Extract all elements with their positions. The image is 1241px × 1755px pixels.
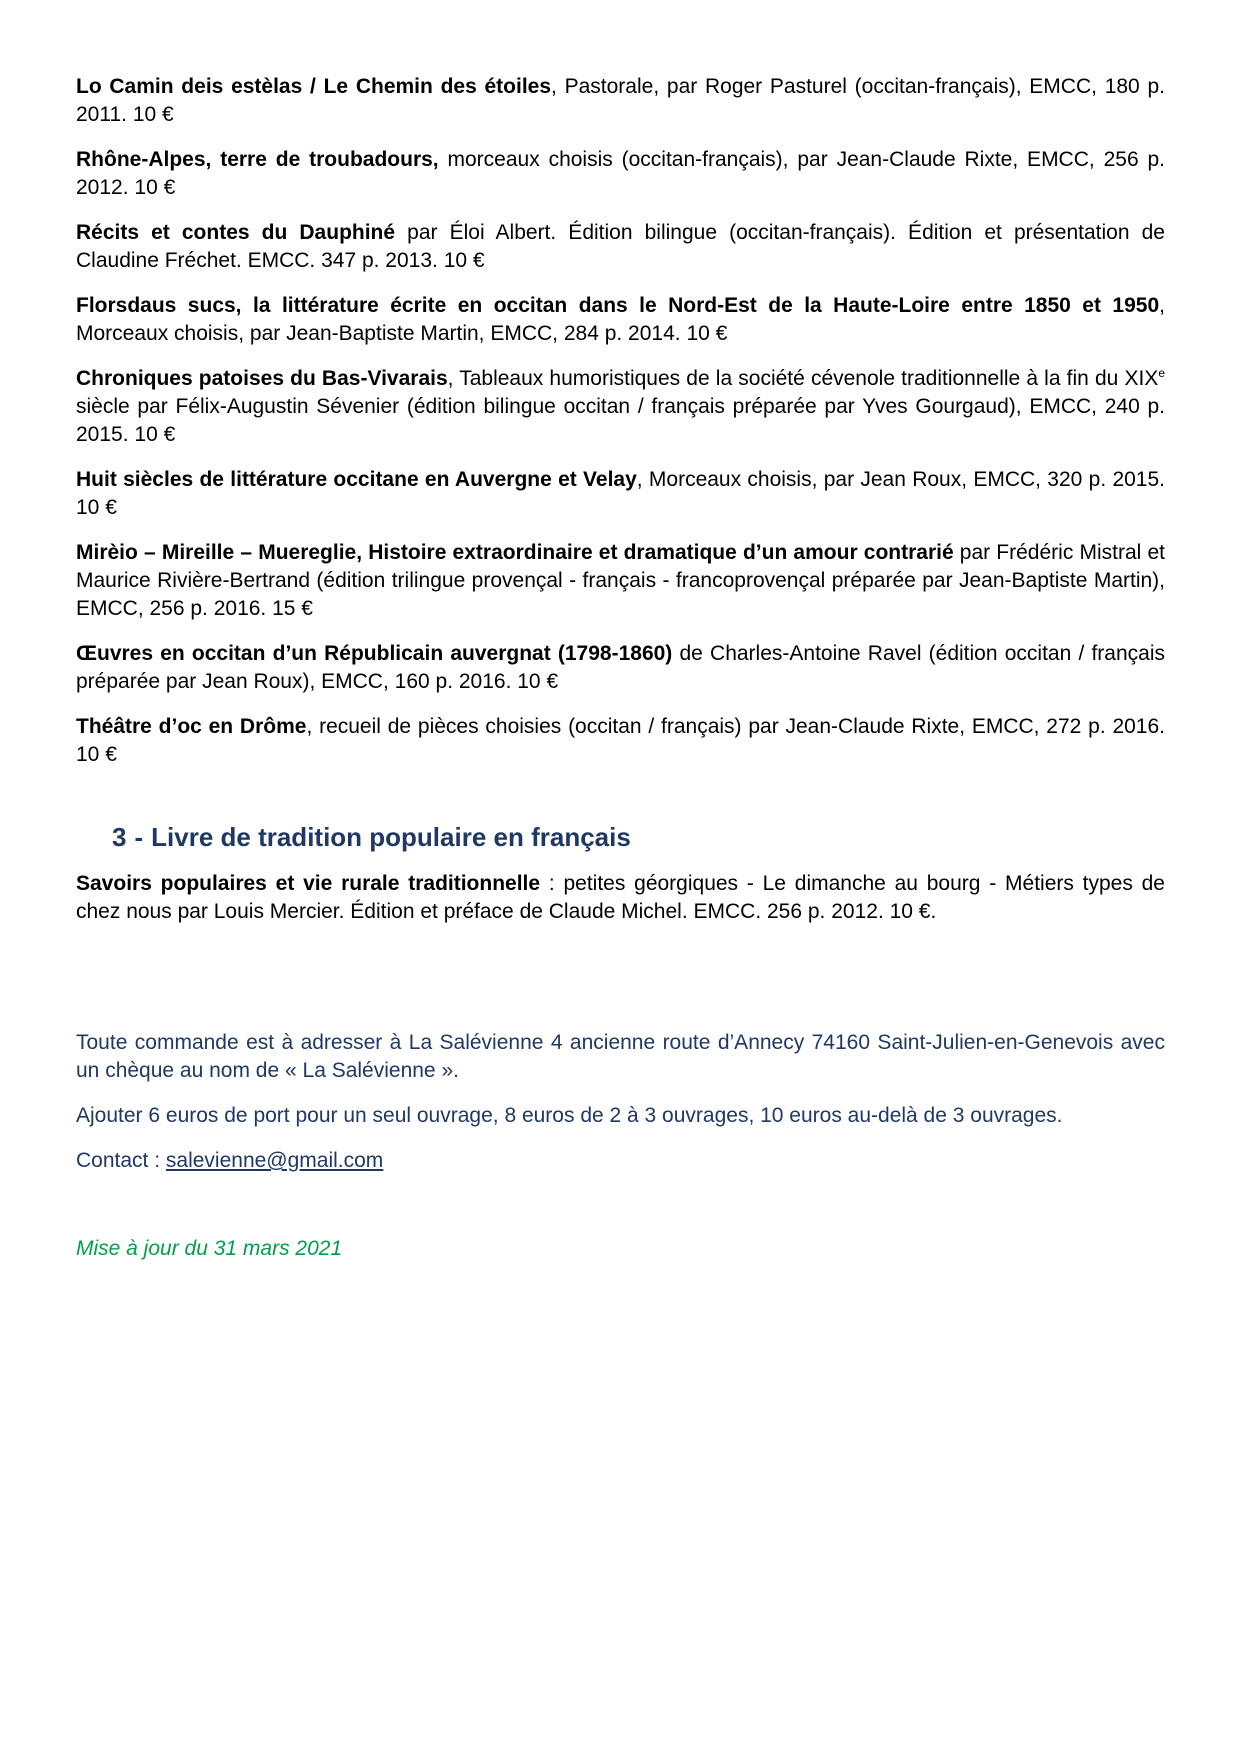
- book-entry: [76, 466, 1165, 522]
- book-title: Chroniques patoises du Bas-Vivarais: [76, 367, 448, 390]
- book-list: [76, 73, 1165, 769]
- book-entry: [76, 365, 1165, 449]
- book-details: , Pastorale, par Roger Pasturel (occitan-français), EMCC, 180 p. 2011. 10 €: [76, 75, 1165, 126]
- book-title: Huit siècles de littérature occitane en Auvergne et Velay: [76, 468, 637, 491]
- book-details: , recueil de pièces choisies (occitan / français) par Jean-Claude Rixte, EMCC, 272 p. 2016. 10 €: [76, 715, 1166, 766]
- book-title: Œuvres en occitan d’un Républicain auvergnat (1798-1860): [76, 642, 673, 665]
- book-details: , Tableaux humoristiques de la société cévenole traditionnelle à la fin du XIX: [447, 367, 1159, 390]
- section-title: Livre de tradition populaire en français: [151, 822, 631, 852]
- update-note: Mise à jour du 31 mars 2021: [76, 1237, 343, 1260]
- book-details-cont: siècle par Félix-Augustin Sévenier (édition bilingue occitan / français préparée par Yves Gourgaud), EMCC, 240 p. 2015. 10 €: [76, 395, 1165, 446]
- book-details: , Morceaux choisis, par Jean Roux, EMCC, 320 p. 2015. 10 €: [76, 468, 1165, 519]
- ordering-info: [76, 1029, 1165, 1175]
- section-heading: [112, 820, 1165, 854]
- book-entry: [76, 870, 1165, 926]
- book-entry: [76, 73, 1165, 129]
- book-title: Rhône-Alpes, terre de troubadours,: [76, 148, 439, 171]
- book-entry: [76, 292, 1165, 348]
- order-address: Toute commande est à adresser à La Salévienne 4 ancienne route d’Annecy 74160 Saint-Julien-en-Genevois avec un chèque au nom de « La Salévienne ».: [76, 1031, 1165, 1082]
- book-entry: [76, 219, 1165, 275]
- book-entry: [76, 713, 1165, 769]
- book-entry: [76, 146, 1165, 202]
- shipping-info: Ajouter 6 euros de port pour un seul ouvrage, 8 euros de 2 à 3 ouvrages, 10 euros au-delà de 3 ouvrages.: [76, 1104, 1063, 1127]
- book-details: , Morceaux choisis, par Jean-Baptiste Martin, EMCC, 284 p. 2014. 10 €: [76, 294, 1165, 345]
- book-title: Lo Camin deis estèlas / Le Chemin des étoiles: [76, 75, 552, 98]
- book-details: morceaux choisis (occitan-français), par Jean-Claude Rixte, EMCC, 256 p. 2012. 10 €: [76, 148, 1165, 199]
- book-title: Mirèio – Mireille – Muereglie, Histoire extraordinaire et dramatique d’un amour contrarié: [76, 541, 954, 564]
- book-details: par Éloi Albert. Édition bilingue (occitan-français). Édition et présentation de Claudine Fréchet. EMCC. 347 p. 2013. 10 €: [76, 221, 1165, 272]
- contact-line: [76, 1147, 1165, 1175]
- book-details: par Frédéric Mistral et Maurice Rivière-Bertrand (édition trilingue provençal - français - francoprovençal préparée par Jean-Baptiste Martin), EMCC, 256 p. 2016. 15 €: [76, 541, 1165, 620]
- book-entry: [76, 640, 1165, 696]
- book-title: Florsdaus sucs, la littérature écrite en occitan dans le Nord-Est de la Haute-Loire entre 1850 et 1950: [76, 294, 1160, 317]
- book-title: Savoirs populaires et vie rurale traditionnelle: [76, 872, 541, 895]
- book-entry: [76, 539, 1165, 623]
- section-number: 3: [112, 822, 127, 852]
- contact-email-link[interactable]: salevienne@gmail.com: [165, 1149, 384, 1172]
- superscript: e: [1158, 366, 1165, 380]
- book-title: Récits et contes du Dauphiné: [76, 221, 396, 244]
- section-dash: -: [134, 822, 144, 852]
- book-title: Théâtre d’oc en Drôme: [76, 715, 307, 738]
- book-details: : petites géorgiques - Le dimanche au bourg - Métiers types de chez nous par Louis Mercier. Édition et préface de Claude Michel. EMCC. 256 p. 2012. 10 €.: [76, 872, 1165, 923]
- book-details: de Charles-Antoine Ravel (édition occitan / français préparée par Jean Roux), EMCC, 160 p. 2016. 10 €: [76, 642, 1165, 693]
- contact-label: Contact :: [76, 1149, 166, 1172]
